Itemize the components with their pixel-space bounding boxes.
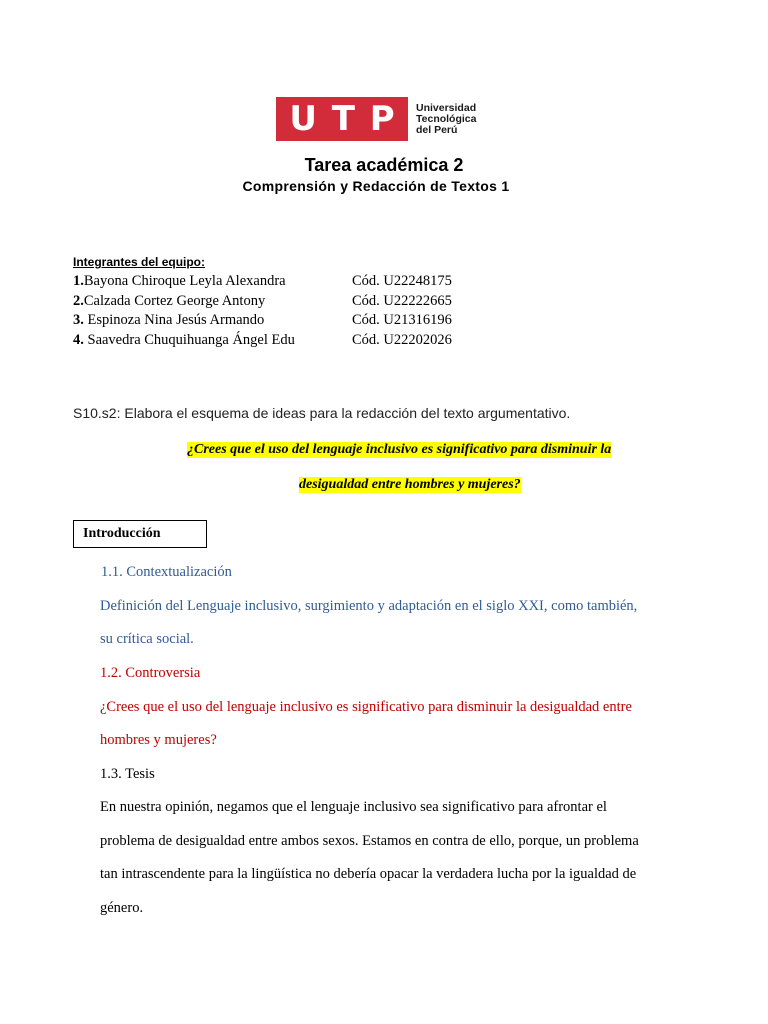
controversia-heading: 1.2. Controversia xyxy=(100,665,201,681)
document-subtitle: Comprensión y Redacción de Textos 1 xyxy=(242,178,510,194)
logo-letter-t: T xyxy=(331,99,355,139)
member-number: 3. xyxy=(73,312,84,328)
team-heading xyxy=(73,255,205,269)
logo-line-2: Tecnológica xyxy=(416,112,477,125)
member-number: 4. xyxy=(73,332,84,348)
member-code: Cód. U21316196 xyxy=(352,312,452,328)
tesis-line-1: En nuestra opinión, negamos que el lenguaje inclusivo sea significativo para afrontar el xyxy=(100,799,607,815)
tesis-line-4: género. xyxy=(100,900,144,916)
member-number: 1. xyxy=(73,273,84,289)
controversia-line-2: hombres y mujeres? xyxy=(100,732,217,748)
utp-logo xyxy=(276,97,476,141)
section-title-box xyxy=(73,520,207,548)
member-code: Cód. U22202026 xyxy=(352,332,452,348)
member-number: 2. xyxy=(73,293,84,309)
member-code: Cód. U22222665 xyxy=(352,293,452,309)
contextualizacion-line-1: Definición del Lenguaje inclusivo, surgimiento y adaptación en el siglo XXI, como también, xyxy=(100,598,638,614)
member-name: Bayona Chiroque Leyla Alexandra xyxy=(83,273,286,289)
team-member-row xyxy=(73,273,452,290)
team-member-row xyxy=(73,293,452,310)
tesis-line-3: tan intrascendente para la lingüística no debería opacar la verdadera lucha por la igualdad de xyxy=(100,866,637,882)
document-title: Tarea académica 2 xyxy=(304,155,464,175)
member-code: Cód. U22248175 xyxy=(352,273,452,289)
member-name: Saavedra Chuquihuanga Ángel Edu xyxy=(83,332,295,348)
tesis-line-2: problema de desigualdad entre ambos sexos. Estamos en contra de ello, porque, un problema xyxy=(100,833,639,849)
section-title: Introducción xyxy=(83,526,161,541)
logo-letter-u: U xyxy=(289,99,317,139)
team-heading-text: Integrantes del equipo xyxy=(73,255,202,269)
team-member-row xyxy=(73,312,452,329)
member-name: Calzada Cortez George Antony xyxy=(83,293,266,309)
tesis-heading: 1.3. Tesis xyxy=(100,766,155,782)
controversia-line-1: ¿Crees que el uso del lenguaje inclusivo es significativo para disminuir la desigualdad entre xyxy=(100,699,632,715)
logo-line-3: del Perú xyxy=(416,123,458,136)
task-instruction: S10.s2: Elabora el esquema de ideas para la redacción del texto argumentativo. xyxy=(73,405,571,421)
logo-line-1: Universidad xyxy=(416,101,477,114)
question-line-2: desigualdad entre hombres y mujeres? xyxy=(299,477,521,492)
logo-wordmark xyxy=(416,103,476,136)
member-name: Espinoza Nina Jesús Armando xyxy=(83,312,265,328)
logo-letter-p: P xyxy=(369,99,395,139)
team-member-row xyxy=(73,332,452,349)
logo-badge xyxy=(276,97,408,141)
contextualizacion-line-2: su crítica social. xyxy=(100,631,194,647)
contextualizacion-heading: 1.1. Contextualización xyxy=(101,564,232,580)
team-heading-colon: : xyxy=(201,255,206,269)
question-line-1: ¿Crees que el uso del lenguaje inclusivo es significativo para disminuir la xyxy=(187,442,612,457)
